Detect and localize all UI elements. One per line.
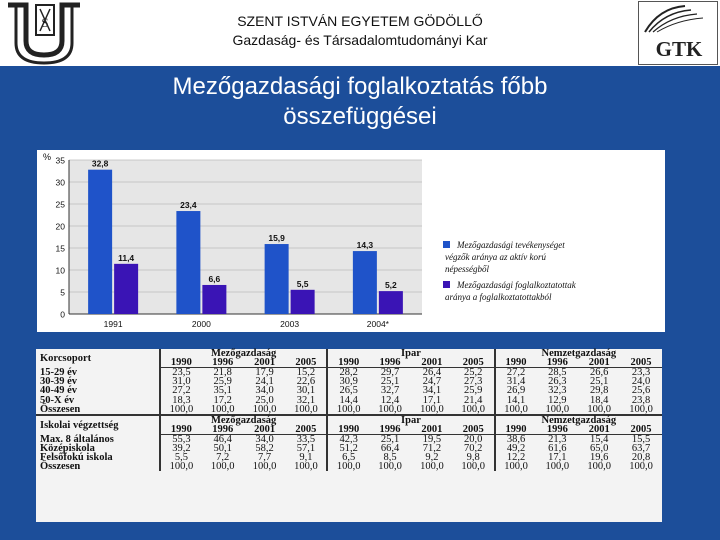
table-cell: 25,1 (590, 376, 609, 388)
table-cell: 32,7 (380, 385, 400, 397)
x-tick-label: 2004* (366, 319, 389, 329)
table-cell: 100,0 (327, 462, 369, 471)
faculty-name: Gazdaság- és Társadalomtudományi Kar (232, 32, 488, 48)
table-cell: 12,9 (548, 394, 567, 406)
row-label: 30-39 év (40, 376, 78, 388)
data-label: 23,4 (180, 200, 197, 211)
slide-title-line1: Mezőgazdasági foglalkoztatás főbb (172, 73, 548, 100)
row-label: Max. 8 általános (40, 433, 114, 445)
table-cell: 18,4 (590, 394, 609, 406)
table-cell: 66,4 (380, 442, 400, 454)
table-cell: 34,1 (422, 385, 442, 397)
x-tick-label: 1991 (103, 319, 123, 329)
table-cell: 12,4 (380, 394, 400, 406)
x-tick-label: 2000 (191, 319, 211, 329)
table-cell: 34,0 (255, 385, 274, 397)
table-cell: 17,2 (213, 394, 232, 406)
table-cell: 28,2 (327, 368, 369, 378)
table-cell: 14,1 (495, 395, 537, 404)
table-cell: 100,0 (545, 403, 570, 415)
data-label: 6,6 (208, 273, 221, 284)
group-header: Nemzetgazdaság (495, 415, 662, 425)
table-cell: 100,0 (294, 403, 318, 415)
year-header: 2005 (285, 358, 327, 368)
y-axis-label: % (43, 152, 52, 162)
table-cell: 26,5 (327, 386, 369, 395)
table-cell: 12,2 (495, 453, 537, 462)
row-label: Összesen (40, 461, 81, 473)
table-cell: 24,1 (255, 376, 274, 388)
row-header-label: Korcsoport (40, 352, 92, 364)
year-header: 1996 (369, 358, 411, 368)
table-cell: 5,5 (160, 453, 202, 462)
y-tick-label: 15 (55, 243, 65, 254)
bar (353, 251, 377, 314)
table-cell: 58,2 (255, 442, 274, 454)
table-cell: 26,9 (495, 386, 537, 395)
gtk-logo-text: GTK (655, 37, 703, 61)
table-cell: 9,2 (425, 452, 439, 464)
employment-structure-table (36, 349, 662, 471)
table-cell: 42,3 (327, 434, 369, 444)
table-cell: 38,6 (495, 434, 537, 444)
year-header: 1990 (495, 358, 537, 368)
table-cell: 100,0 (587, 461, 611, 473)
table-cell: 25,1 (380, 433, 400, 445)
table-cell: 29,7 (380, 367, 400, 379)
table-cell: 28,5 (548, 367, 567, 379)
table-cell: 34,0 (255, 433, 274, 445)
y-tick-label: 35 (55, 155, 65, 166)
bar (176, 211, 200, 314)
table-cell: 26,4 (422, 367, 442, 379)
legend-swatch (443, 281, 450, 288)
table-cell: 100,0 (461, 403, 486, 415)
bar (114, 264, 138, 314)
year-header: 2001 (578, 425, 620, 435)
university-name-block (150, 12, 570, 50)
data-label: 11,4 (118, 252, 135, 263)
table-cell: 31,0 (160, 377, 202, 386)
table-cell: 8,5 (383, 452, 397, 464)
table-cell: 26,3 (548, 376, 567, 388)
year-header: 1990 (327, 358, 369, 368)
table-cell: 25,1 (380, 376, 400, 388)
year-header: 1996 (202, 425, 244, 435)
table-cell: 15,5 (631, 433, 651, 445)
slide-header (0, 0, 720, 66)
year-header: 2001 (411, 358, 453, 368)
year-header: 2001 (578, 358, 620, 368)
table-cell: 7,2 (216, 452, 230, 464)
legend-label: Mezőgazdasági tevékenységet (457, 240, 565, 250)
university-crest-logo (2, 1, 94, 65)
table-cell: 27,2 (160, 386, 202, 395)
table-cell: 100,0 (378, 461, 402, 473)
table-cell: 63,7 (631, 442, 651, 454)
table-cell: 55,3 (160, 434, 202, 444)
table-row (36, 462, 662, 471)
table-cell: 39,2 (160, 444, 202, 453)
table-cell: 100,0 (495, 405, 537, 415)
year-header: 2005 (620, 425, 662, 435)
group-header: Ipar (327, 349, 494, 358)
row-label: Felsőfokú iskola (40, 452, 113, 464)
table-cell: 20,8 (631, 452, 651, 464)
table-cell: 27,3 (464, 376, 483, 388)
gtk-logo (638, 1, 718, 65)
table-cell: 46,4 (213, 433, 232, 445)
data-label: 15,9 (268, 233, 285, 244)
table-cell: 57,1 (296, 442, 316, 454)
table-cell: 21,3 (548, 433, 567, 445)
table-cell: 26,6 (590, 367, 609, 379)
table-cell: 100,0 (252, 461, 277, 473)
row-label: Összesen (40, 403, 81, 415)
table-cell: 100,0 (327, 405, 369, 415)
slide-title-line2: összefüggései (283, 103, 437, 130)
table-cell: 100,0 (160, 462, 202, 471)
table-cell: 33,5 (296, 433, 316, 445)
table-cell: 32,3 (548, 385, 567, 397)
table-cell: 24,7 (422, 376, 442, 388)
year-header: 1996 (202, 358, 244, 368)
row-label: Középiskola (40, 442, 95, 454)
year-header: 1996 (536, 425, 578, 435)
table-cell: 9,1 (299, 452, 313, 464)
table-cell: 100,0 (587, 403, 611, 415)
table-cell: 17,1 (548, 452, 567, 464)
slide-title (40, 72, 680, 132)
year-header: 1990 (495, 425, 537, 435)
table-cell: 27,2 (495, 368, 537, 378)
row-label: 15-29 év (40, 366, 78, 378)
svg-text:S: S (41, 15, 49, 30)
table-cell: 19,6 (590, 452, 609, 464)
table-cell: 100,0 (378, 403, 402, 415)
table-cell: 71,2 (422, 442, 442, 454)
table-cell: 25,0 (255, 394, 274, 406)
table-cell: 35,1 (213, 385, 232, 397)
bar (202, 285, 226, 314)
table-cell: 61,6 (548, 442, 567, 454)
table-cell: 31,4 (495, 377, 537, 386)
table-cell: 51,2 (327, 444, 369, 453)
table-cell: 100,0 (160, 405, 202, 415)
bar-chart-panel (37, 150, 665, 332)
bar (88, 170, 112, 314)
y-tick-label: 30 (55, 177, 65, 188)
table-cell: 17,1 (422, 394, 442, 406)
table-cell: 21,4 (464, 394, 483, 406)
table-cell: 21,8 (213, 367, 232, 379)
table-cell: 25,6 (631, 385, 651, 397)
table-cell: 25,2 (464, 367, 483, 379)
year-header: 2001 (411, 425, 453, 435)
table-cell: 30,9 (327, 377, 369, 386)
legend-label: aránya a foglalkoztatottakból (445, 292, 552, 302)
year-header: 2005 (453, 358, 495, 368)
bar (291, 290, 315, 314)
legend-label: végzők aránya az aktív korú (445, 252, 546, 262)
year-header: 1996 (369, 425, 411, 435)
year-header: 2001 (244, 358, 286, 368)
table-cell: 25,9 (213, 376, 232, 388)
table-cell: 29,8 (590, 385, 609, 397)
table-cell: 25,9 (464, 385, 483, 397)
bar (265, 244, 289, 314)
table-cell: 100,0 (629, 403, 653, 415)
table-cell: 49,2 (495, 444, 537, 453)
table-cell: 15,2 (296, 367, 316, 379)
year-header: 2005 (285, 425, 327, 435)
table-cell: 100,0 (420, 403, 444, 415)
group-header: Mezőgazdaság (160, 349, 327, 358)
table-cell: 22,6 (296, 376, 316, 388)
table-cell: 23,3 (631, 367, 651, 379)
bar (379, 291, 403, 314)
y-tick-label: 0 (60, 309, 65, 320)
y-tick-label: 20 (55, 221, 65, 232)
table-cell: 23,5 (160, 368, 202, 378)
table-cell: 30,1 (296, 385, 316, 397)
table-cell: 100,0 (629, 461, 653, 473)
table-cell: 19,5 (422, 433, 442, 445)
table-cell: 20,0 (464, 433, 483, 445)
year-header: 1996 (536, 358, 578, 368)
table-cell: 70,2 (464, 442, 483, 454)
employment-table-panel (36, 349, 662, 522)
y-tick-label: 10 (55, 265, 65, 276)
table-cell: 15,4 (590, 433, 609, 445)
table-cell: 100,0 (210, 461, 235, 473)
table-cell: 23,8 (631, 394, 651, 406)
legend-label: népességből (445, 264, 489, 274)
table-cell: 6,5 (327, 453, 369, 462)
university-name: SZENT ISTVÁN EGYETEM GÖDÖLLŐ (237, 13, 483, 29)
table-cell: 100,0 (420, 461, 444, 473)
table-cell: 14,4 (327, 395, 369, 404)
table-cell: 50,1 (213, 442, 232, 454)
x-tick-label: 2003 (280, 319, 300, 329)
y-tick-label: 25 (55, 199, 65, 210)
table-cell: 24,0 (631, 376, 651, 388)
data-label: 5,2 (384, 280, 397, 291)
legend-swatch (443, 241, 450, 248)
table-cell: 100,0 (545, 461, 570, 473)
year-header: 1990 (160, 425, 202, 435)
year-header: 2005 (620, 358, 662, 368)
data-label: 14,3 (356, 240, 374, 251)
year-header: 1990 (327, 425, 369, 435)
table-cell: 100,0 (294, 461, 318, 473)
table-cell: 100,0 (252, 403, 277, 415)
y-tick-label: 5 (60, 287, 65, 298)
group-header: Nemzetgazdaság (495, 349, 662, 358)
group-header: Mezőgazdaság (160, 415, 327, 425)
row-header-label: Iskolai végzettség (36, 415, 160, 435)
year-header: 2005 (453, 425, 495, 435)
table-cell: 9,8 (466, 452, 480, 464)
table-cell: 100,0 (495, 462, 537, 471)
group-header: Ipar (327, 415, 494, 425)
data-label: 32,8 (91, 158, 109, 169)
table-cell: 32,1 (296, 394, 316, 406)
table-cell: 100,0 (210, 403, 235, 415)
gtk-logo-graphic (639, 2, 717, 64)
data-label: 5,5 (296, 278, 309, 289)
year-header: 2001 (244, 425, 286, 435)
table-cell: 7,7 (258, 452, 272, 464)
table-cell: 18,3 (160, 395, 202, 404)
bar-chart (37, 150, 665, 332)
row-label: 50-X év (40, 394, 75, 406)
year-header: 1990 (160, 358, 202, 368)
table-cell: 17,9 (255, 367, 274, 379)
legend-label: Mezőgazdasági foglalkoztatottak (457, 280, 576, 290)
table-cell: 100,0 (461, 461, 486, 473)
row-label: 40-49 év (40, 385, 78, 397)
table-row (36, 405, 662, 415)
table-cell: 65,0 (590, 442, 609, 454)
